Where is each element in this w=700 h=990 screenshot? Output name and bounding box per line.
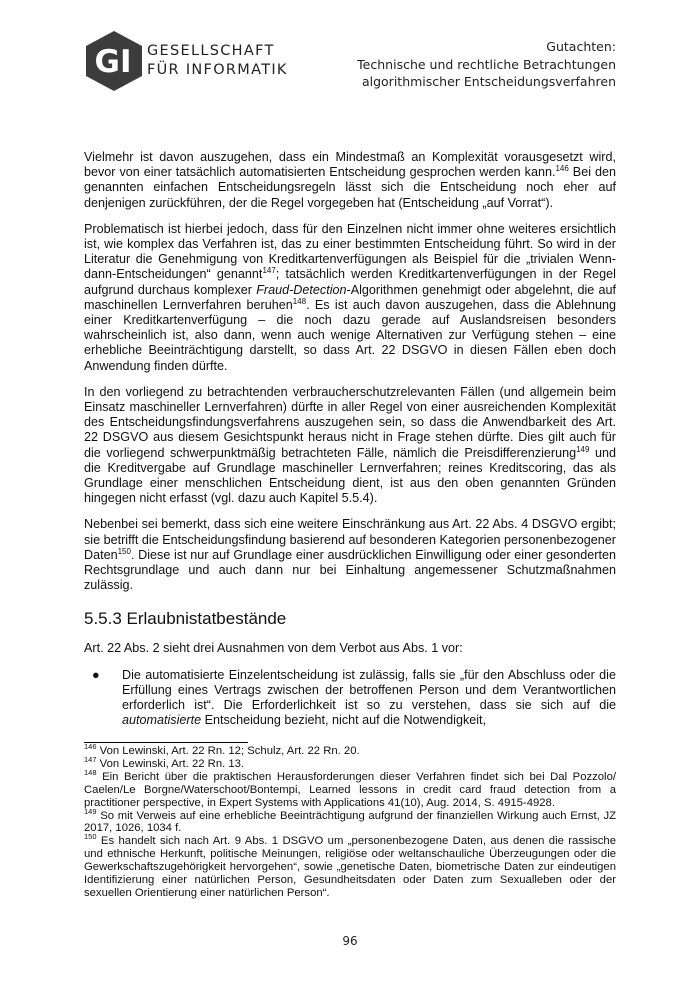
svg-text:GI: GI bbox=[94, 44, 132, 80]
paragraph-4: Nebenbei sei bemerkt, dass sich eine weitere Einschränkung aus Art. 22 Abs. 4 DSGVO ergibt; sie betrifft die Entscheidungsfindung basierend auf besonderen Kategorien personenbezogener Daten$^{150}$. Diese ist nur auf Grundlage einer ausdrücklichen Einwilligung oder einer gesonderten Rechtsgrundlage und auch dann nur bei Einhaltung angemessener Schutzmaßnahmen zulässig. bbox=[84, 517, 616, 593]
footnote-150: $^{150}$ Es handelt sich nach Art. 9 Abs. 1 DSGVO um „personenbezogene Daten, aus denen die rassische und ethnische Herkunft, politische Meinungen, religiöse oder weltanschauliche Überzeugungen oder die Gewerkschaftszugehörigkeit hervorgehen“, sowie „genetische Daten, biometrische Daten zur eindeutigen Identifizierung einer natürlichen Person, Gesundheitsdaten oder Daten zum Sexualleben oder der sexuellen Orientierung einer natürlichen Person“. bbox=[84, 832, 616, 899]
org-name bbox=[147, 42, 288, 80]
list-item-text: Die automatisierte Einzelentscheidung ist zulässig, falls sie „für den Abschluss oder die Erfüllung eines Vertrags zwischen der betroffenen Person und dem Verantwortlichen erforderlich ist“. Die Erforderlichkeit ist so zu verstehen, dass sie sich auf die automatisierte Entscheidung bezieht, nicht auf die Notwendigkeit, bbox=[122, 667, 616, 728]
gi-logo bbox=[84, 30, 144, 92]
footnote-ref-149[interactable]: 149 bbox=[576, 444, 590, 454]
footnote-ref-150[interactable]: 150 bbox=[117, 546, 131, 556]
footnote-149: $^{149}$ So mit Verweis auf eine erhebliche Beeinträchtigung aufgrund der finanziellen Wirkung auch Ernst, JZ 2017, 1026, 1034 f. bbox=[84, 806, 616, 835]
page-number: 96 bbox=[342, 934, 358, 948]
document-title-line2: Technische und rechtliche Betrachtungen bbox=[357, 56, 616, 72]
paragraph-2: Problematisch ist hierbei jedoch, dass für den Einzelnen nicht immer ohne weiteres ersichtlich ist, wie komplex das Verfahren ist, das zu einer bestimmten Entscheidung führt. So wird in der Literatur die Genehmigung von Kreditkartenverfügungen als Beispiel für die „trivialen Wenn-dann-Entscheidungen“ genannt$^{147}$; tatsächlich werden Kreditkartenverfügungen in der Regel aufgrund durchaus komplexer Fraud-Detection-Algorithmen genehmigt oder abgelehnt, die auf maschinellen Lernverfahren beruhen$^{148}$. Es ist auch davon auszugehen, dass die Ablehnung einer Kreditkartenverfügung – die noch dazu gerade auf Auslandsreisen besonders wahrscheinlich ist, also dann, wenn auch wenige Alternativen zur Verfügung stehen – eine erhebliche Beeinträchtigung darstellt, so dass Art. 22 DSGVO in diesen Fällen eben doch Anwendung finden dürfte. bbox=[84, 221, 616, 373]
footnote-divider bbox=[84, 742, 248, 743]
footnote-ref-148[interactable]: 148 bbox=[292, 296, 307, 306]
footnote-146: $^{146}$ Von Lewinski, Art. 22 Rn. 12; Schulz, Art. 22 Rn. 20. bbox=[84, 742, 360, 757]
footnote-148: $^{148}$ Ein Bericht über die praktischen Herausforderungen dieser Verfahren findet sich bei Dal Pozzolo/ Caelen/Le Borgne/Waterschoot/Bontempi, Learned lessons in credit card fraud detection from a practitioner perspective, in Expert Systems with Applications 41(10), Aug. 2014, S. 4915-4928. bbox=[84, 768, 616, 809]
footnote-147: $^{147}$ Von Lewinski, Art. 22 Rn. 13. bbox=[84, 755, 245, 770]
paragraph-3: In den vorliegend zu betrachtenden verbraucherschutzrelevanten Fällen (und allgemein beim Einsatz maschineller Lernverfahren) dürfte in aller Regel von einer ausreichenden Komplexität des Entscheidungsfindungsverfahrens auszugehen sein, so dass die Anwendbarkeit des Art. 22 DSGVO aus diesem Gesichtspunkt heraus nicht in Frage stehen dürfte. Dies gilt auch für die vorliegend schwerpunktmäßig betrachteten Fälle, nämlich die Preisdifferenzierung$^{149}$ und die Kreditvergabe auf Grundlage maschineller Lernverfahren; reines Kreditscoring, das als Grundlage einer menschlichen Entscheidung dient, ist aus den oben genannten Gründen hingegen nicht erfasst (vgl. dazu auch Kapitel 5.5.4). bbox=[84, 384, 616, 506]
document-title bbox=[357, 38, 616, 91]
paragraph-1: Vielmehr ist davon auszugehen, dass ein Mindestmaß an Komplexität vorausgesetzt wird, bevor von einer tatsächlich automatisierten Entscheidung gesprochen werden kann.$^{146}$ Bei den genannten einfachen Entscheidungsregeln lässt sich die Entscheidung noch eher auf denjenigen zurückführen, der die Regel vorgegeben hat (Entscheidung „auf Vorrat“). bbox=[84, 150, 616, 210]
footnote-ref-147[interactable]: 147 bbox=[262, 266, 276, 276]
main-content bbox=[84, 150, 616, 729]
section-heading: 5.5.3 Erlaubnistatbestände bbox=[84, 609, 287, 629]
org-name-line2: FÜR INFORMATIK bbox=[147, 62, 288, 78]
italic-term: Fraud-Detection bbox=[256, 282, 347, 297]
paragraph-5: Art. 22 Abs. 2 sieht drei Ausnahmen von dem Verbot aus Abs. 1 vor: bbox=[84, 641, 463, 656]
footnotes bbox=[84, 742, 616, 900]
document-title-line3: algorithmischer Entscheidungsverfahren bbox=[361, 74, 616, 89]
list-item bbox=[84, 668, 616, 729]
document-title-line1: Gutachten: bbox=[546, 39, 616, 54]
italic-term: automatisierte bbox=[122, 713, 202, 728]
org-name-line1: GESELLSCHAFT bbox=[147, 43, 275, 59]
page-header bbox=[0, 0, 700, 110]
bullet-icon: ● bbox=[92, 667, 100, 682]
footnote-ref-146[interactable]: 146 bbox=[555, 164, 569, 174]
